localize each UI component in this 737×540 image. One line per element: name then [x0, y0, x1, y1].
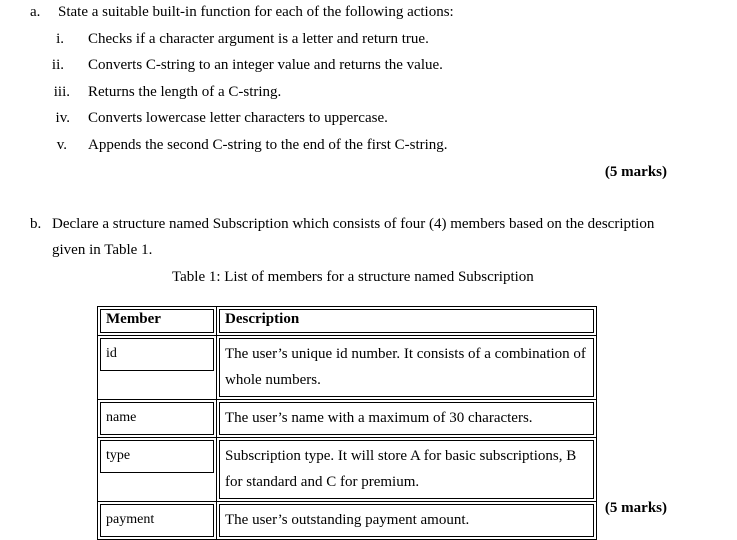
- description-cell: The user’s outstanding payment amount.: [217, 502, 597, 540]
- table-caption: Table 1: List of members for a structure named Subscription: [172, 269, 534, 285]
- question-b-prompt-line1: Declare a structure named Subscription which consists of four (4) members based on the description: [52, 216, 655, 232]
- item-text: Appends the second C-string to the end of the first C-string.: [88, 137, 448, 153]
- item-text: Converts lowercase letter characters to uppercase.: [88, 110, 388, 126]
- item-number: v.: [56, 137, 67, 153]
- header-member: Member: [98, 307, 217, 336]
- item-text: Checks if a character argument is a letter and return true.: [88, 31, 429, 47]
- item-text: Returns the length of a C-string.: [88, 84, 282, 100]
- member-cell: payment: [98, 502, 217, 540]
- member-cell: type: [98, 438, 217, 502]
- table-row: [98, 438, 597, 502]
- description-cell: The user’s name with a maximum of 30 characters.: [217, 400, 597, 438]
- header-description: Description: [217, 307, 597, 336]
- question-a-marks: (5 marks): [604, 164, 667, 180]
- table-row: [98, 502, 597, 540]
- item-number: i.: [56, 31, 64, 47]
- question-a-prompt: State a suitable built-in function for each of the following actions:: [58, 4, 454, 20]
- table-row: [98, 400, 597, 438]
- member-cell: name: [98, 400, 217, 438]
- question-b-prompt-line2: given in Table 1.: [52, 242, 153, 258]
- description-cell: The user’s unique id number. It consists of a combination of whole numbers.: [217, 336, 597, 400]
- question-b-label: b.: [30, 216, 42, 232]
- question-b-marks: (5 marks): [604, 500, 667, 516]
- item-number: ii.: [51, 57, 64, 73]
- item-number: iv.: [55, 110, 70, 126]
- description-cell: Subscription type. It will store A for basic subscriptions, B for standard and C for premium.: [217, 438, 597, 502]
- question-a-label: a.: [30, 4, 41, 20]
- members-table: [97, 306, 597, 540]
- item-text: Converts C-string to an integer value and returns the value.: [88, 57, 443, 73]
- table-header-row: [98, 307, 597, 336]
- table-row: [98, 336, 597, 400]
- item-number: iii.: [53, 84, 70, 100]
- member-cell: id: [98, 336, 217, 400]
